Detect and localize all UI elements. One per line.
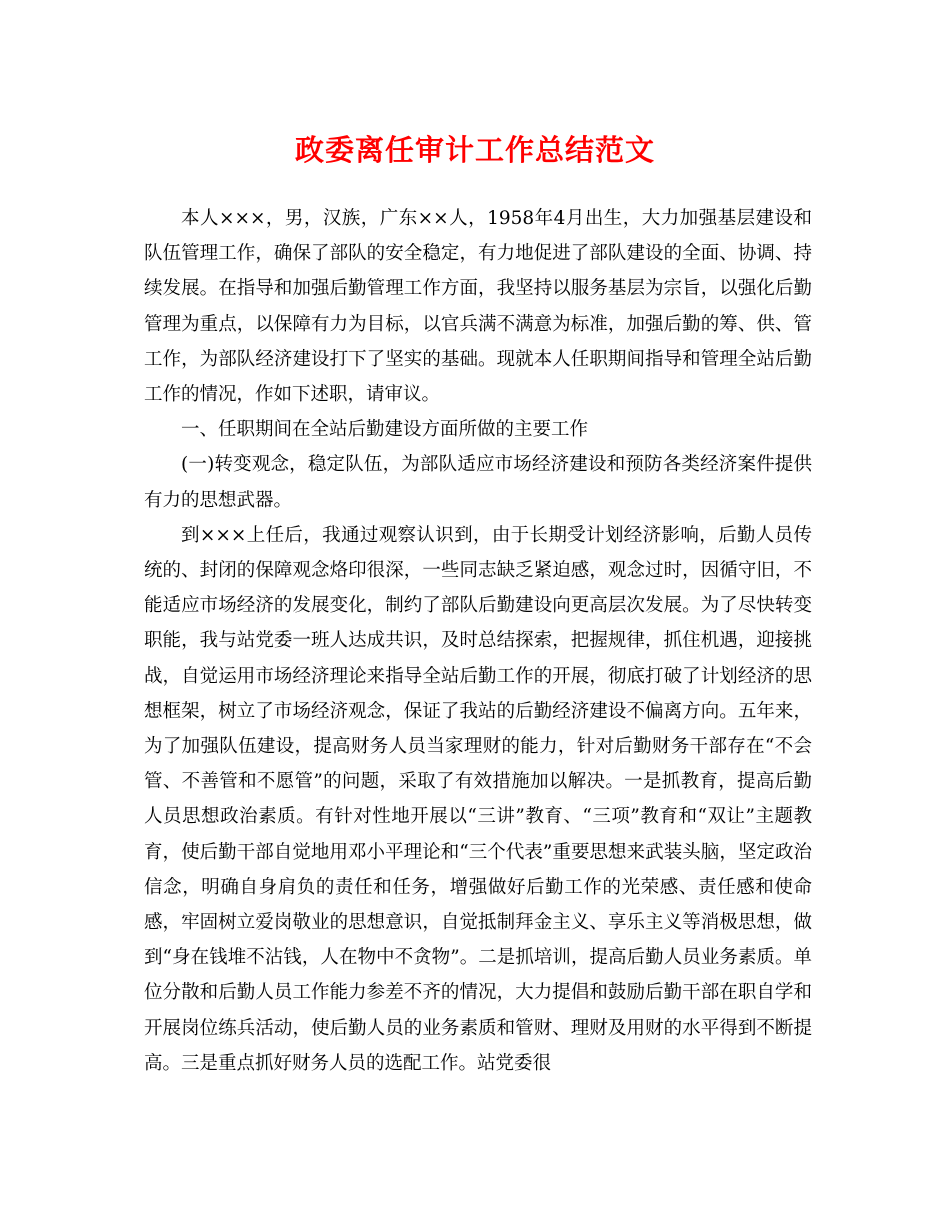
paragraph-intro: 本人×××，男，汉族，广东××人，1958年4月出生，大力加强基层建设和队伍管理工作，确保了部队的安全稳定，有力地促进了部队建设的全面、协调、持续发展。在指导和加强后勤管理工作方面，我坚持以服务基层为宗旨，以强化后勤管理为重点，以保障有力为目标，以官兵满不满意为标准，加强后勤的筹、供、管工作，为部队经济建设打下了坚实的基础。现就本人任职期间指导和管理全站后勤工作的情况，作如下述职，请审议。 [144,208,812,406]
document-title: 政委离任审计工作总结范文 [294,133,655,167]
section-heading: 一、任职期间在全站后勤建设方面所做的主要工作 [181,419,589,441]
document-body [144,201,812,1081]
subsection-heading: (一)转变观念，稳定队伍，为部队适应市场经济建设和预防各类经济案件提供有力的思想武器。 [144,454,812,511]
paragraph-main: 到×××上任后，我通过观察认识到，由于长期受计划经济影响，后勤人员传统的、封闭的保障观念烙印很深，一些同志缺乏紧迫感，观念过时，因循守旧，不能适应市场经济的发展变化，制约了部队后勤建设向更高层次发展。为了尽快转变职能，我与站党委一班人达成共识，及时总结探索，把握规律，抓住机遇，迎接挑战，自觉运用市场经济理论来指导全站后勤工作的开展，彻底打破了计划经济的思想框架，树立了市场经济观念，保证了我站的后勤经济建设不偏离方向。五年来，为了加强队伍建设，提高财务人员当家理财的能力，针对后勤财务干部存在“不会管、不善管和不愿管”的问题，采取了有效措施加以解决。一是抓教育，提高后勤人员思想政治素质。有针对性地开展以“三讲”教育、“三项”教育和“双让”主题教育，使后勤干部自觉地用邓小平理论和“三个代表”重要思想来武装头脑，坚定政治信念，明确自身肩负的责任和任务，增强做好后勤工作的光荣感、责任感和使命感，牢固树立爱岗敬业的思想意识，自觉抵制拜金主义、享乐主义等消极思想，做到“身在钱堆不沾钱，人在物中不贪物”。二是抓培训，提高后勤人员业务素质。单位分散和后勤人员工作能力参差不齐的情况，大力提倡和鼓励后勤干部在职自学和开展岗位练兵活动，使后勤人员的业务素质和管财、理财及用财的水平得到不断提高。三是重点抓好财务人员的选配工作。站党委很 [144,524,812,1074]
